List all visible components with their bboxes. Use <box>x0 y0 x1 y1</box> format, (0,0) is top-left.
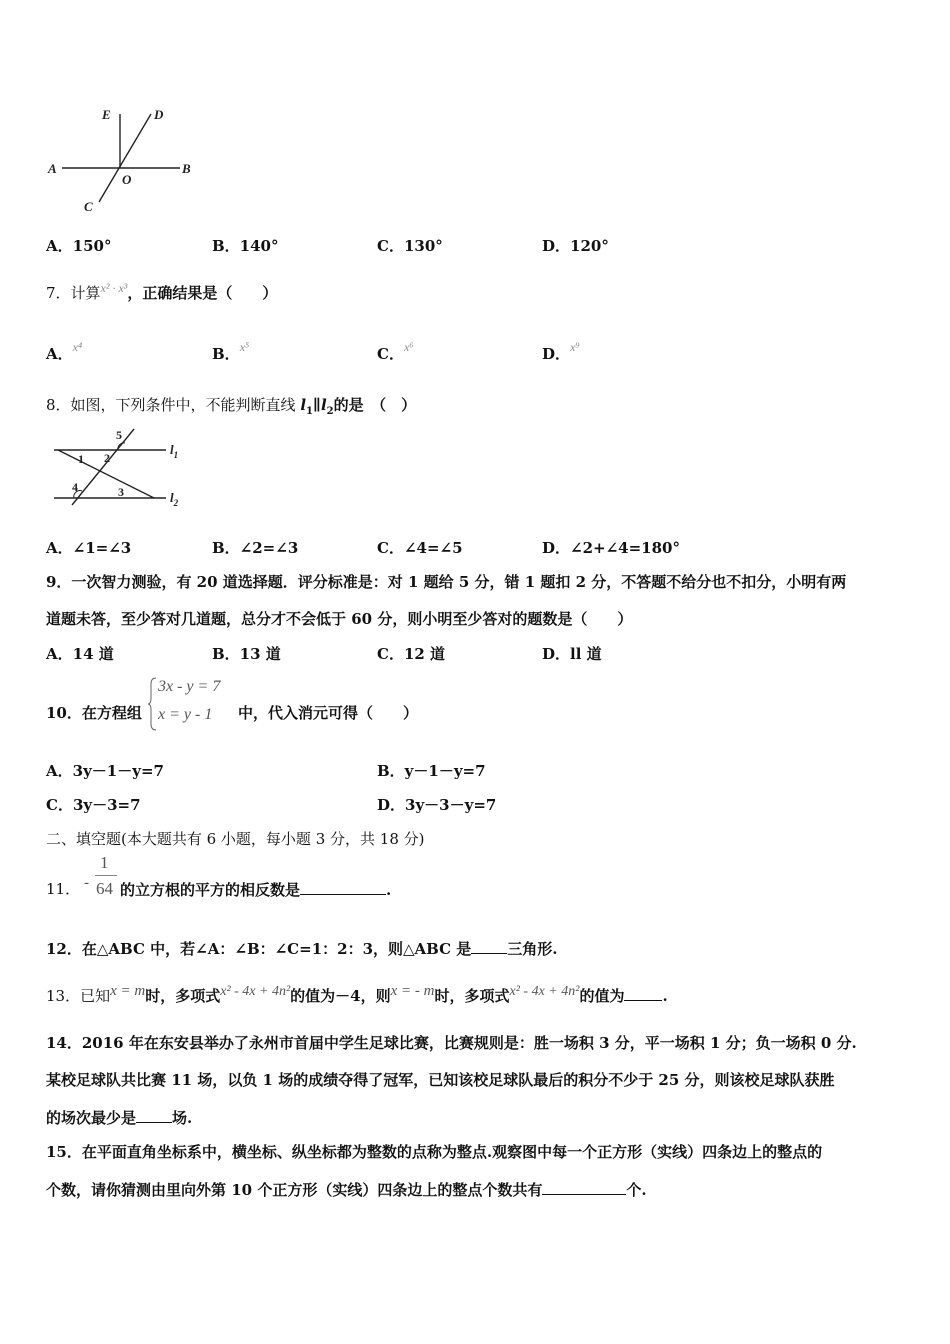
q15-line2-end: 个. <box>626 1181 647 1199</box>
q11-fraction-bar <box>95 875 117 876</box>
q9-option-d[interactable]: D．ll 道 <box>542 645 602 663</box>
q12-stem <box>46 938 558 959</box>
q14-stem-line1: 14．2016 年在东安县举办了永州市首届中学生足球比赛，比赛规则是：胜一场积 3 分，平一场积 1 分；负一场积 0 分. <box>46 1034 857 1052</box>
q7-suffix: ，正确结果是（ ） <box>127 284 278 302</box>
label-d: D <box>154 107 164 122</box>
q8-option-b[interactable]: B．∠2=∠3 <box>212 539 299 557</box>
q10-equation-1: 3x - y = 7 <box>158 678 221 695</box>
q13-mid-1: 时，多项式 <box>145 987 221 1005</box>
q14-stem-line3 <box>46 1107 192 1128</box>
q10-option-a[interactable]: A．3y－1－y=7 <box>46 762 164 780</box>
q7-option-b-letter: B． <box>212 345 240 363</box>
line-label-l1: $l_1$ <box>170 442 179 460</box>
q11-minus: - <box>84 875 89 891</box>
q11-end: . <box>386 881 392 899</box>
q15-answer-blank[interactable] <box>542 1179 626 1195</box>
q11-numerator: 1 <box>100 853 109 872</box>
q9-stem-line1: 9．一次智力测验，有 20 道选择题．评分标准是：对 1 题给 5 分，错 1 题扣 2 分，不答题不给分也不扣分，小明有两 <box>46 573 847 591</box>
q11-text <box>120 879 391 900</box>
q10-brace <box>148 676 158 732</box>
label-a: A <box>48 161 57 176</box>
q8-l2: l <box>320 396 327 414</box>
q13-polynomial-1: x² - 4x + 4n² <box>220 984 291 999</box>
q14-stem-line2: 某校足球队共比赛 11 场，以负 1 场的成绩夺得了冠军，已知该校足球队最后的积分不少于 25 分，则该校足球队获胜 <box>46 1071 835 1089</box>
q8-option-d[interactable]: D．∠2+∠4=180° <box>542 539 680 557</box>
q11-denominator: 64 <box>96 879 113 898</box>
angle-label-3: 3 <box>118 485 124 499</box>
q14-answer-blank[interactable] <box>136 1107 172 1123</box>
q13-end: . <box>662 987 668 1005</box>
q6-option-d[interactable]: D．120° <box>542 237 609 255</box>
q7-option-b-value: x⁵ <box>239 340 250 354</box>
angle-label-4: 4 <box>72 480 78 494</box>
angle-figure <box>44 100 204 220</box>
q10-suffix: 中，代入消元可得（ ） <box>238 704 419 722</box>
q13-stem <box>46 985 668 1008</box>
q13-polynomial-2: x² - 4x + 4n² <box>509 984 580 999</box>
q12-text: 12．在△ABC 中，若∠A：∠B：∠C=1：2：3，则△ABC 是 <box>46 940 472 958</box>
q10-option-d[interactable]: D．3y－3－y=7 <box>377 796 497 814</box>
q13-condition-1: x = m <box>110 983 146 999</box>
q10-option-b[interactable]: B．y－1－y=7 <box>377 762 486 780</box>
q8-option-a[interactable]: A．∠1=∠3 <box>46 539 132 557</box>
q15-stem-line1: 15．在平面直角坐标系中，横坐标、纵坐标都为整数的点称为整点.观察图中每一个正方形（实线）四条边上的整点的 <box>46 1143 823 1161</box>
q7-option-a[interactable] <box>46 340 83 365</box>
q8-l1-sub: 1 <box>306 406 313 417</box>
q8-suffix: 的是 （ ） <box>333 396 417 414</box>
line-label-l2: $l_2$ <box>170 490 179 508</box>
q15-line2-text: 个数，请你猜测由里向外第 10 个正方形（实线）四条边上的整点个数共有 <box>46 1181 543 1199</box>
parallel-lines-figure <box>46 425 196 515</box>
q7-option-a-letter: A． <box>46 345 73 363</box>
q13-condition-2: x = - m <box>390 983 435 999</box>
q8-l2-sub: 2 <box>326 406 334 417</box>
q7-option-c[interactable] <box>377 340 414 365</box>
q9-stem-line2: 道题未答，至少答对几道题，总分才不会低于 60 分，则小明至少答对的题数是（ ） <box>46 610 633 628</box>
q7-option-d[interactable] <box>542 340 580 365</box>
q7-option-c-letter: C． <box>377 345 404 363</box>
label-o: O <box>122 172 132 187</box>
q10-option-c[interactable]: C．3y－3=7 <box>46 796 141 814</box>
label-e: E <box>102 107 111 122</box>
q8-option-c[interactable]: C．∠4=∠5 <box>377 539 463 557</box>
q6-option-b[interactable]: B．140° <box>212 237 279 255</box>
q7-option-b[interactable] <box>212 340 250 365</box>
q6-option-a[interactable]: A．150° <box>46 237 112 255</box>
q7-option-d-value: x⁹ <box>570 340 580 354</box>
q8-stem <box>46 395 416 422</box>
angle-label-5: 5 <box>116 428 122 442</box>
q11-text-body: 的立方根的平方的相反数是 <box>120 881 301 899</box>
q14-line3-text: 的场次最少是 <box>46 1109 137 1127</box>
label-c: C <box>84 199 93 214</box>
q12-answer-blank[interactable] <box>471 938 507 954</box>
q13-mid-3: 时，多项式 <box>434 987 510 1005</box>
q13-prefix: 13．已知 <box>46 987 111 1005</box>
angle-label-2: 2 <box>104 451 110 465</box>
angle-label-1: 1 <box>78 452 84 466</box>
q9-option-a[interactable]: A．14 道 <box>46 645 114 663</box>
q13-mid-4: 的值为 <box>579 987 625 1005</box>
q8-parallel: ∥ <box>313 396 321 414</box>
q12-end: 三角形. <box>507 940 558 958</box>
line-cd <box>99 114 151 202</box>
q7-expression: x² · x³ <box>100 281 128 295</box>
q7-option-a-value: x⁴ <box>72 340 83 354</box>
q8-prefix: 8．如图，下列条件中，不能判断直线 <box>46 396 301 414</box>
q8-l1: l <box>300 396 307 414</box>
q11-answer-blank[interactable] <box>300 879 386 895</box>
q7-prefix: 7．计算 <box>46 284 101 302</box>
q9-option-b[interactable]: B．13 道 <box>212 645 281 663</box>
q15-stem-line2 <box>46 1179 647 1200</box>
label-b: B <box>182 161 191 176</box>
transversal-2 <box>72 429 134 505</box>
q13-mid-2: 的值为－4，则 <box>290 987 391 1005</box>
q7-option-c-value: x⁶ <box>403 340 414 354</box>
q11-number: 11． <box>46 880 81 898</box>
q10-equation-2: x = y - 1 <box>158 706 213 723</box>
q7-option-d-letter: D． <box>542 345 571 363</box>
q10-prefix: 10．在方程组 <box>46 704 142 722</box>
section-2-title: 二、填空题(本大题共有 6 小题，每小题 3 分，共 18 分) <box>46 830 425 848</box>
q6-option-c[interactable]: C．130° <box>377 237 443 255</box>
q7-stem <box>46 283 277 304</box>
q13-answer-blank[interactable] <box>624 985 662 1001</box>
q9-option-c[interactable]: C．12 道 <box>377 645 446 663</box>
q14-line3-end: 场. <box>172 1109 193 1127</box>
